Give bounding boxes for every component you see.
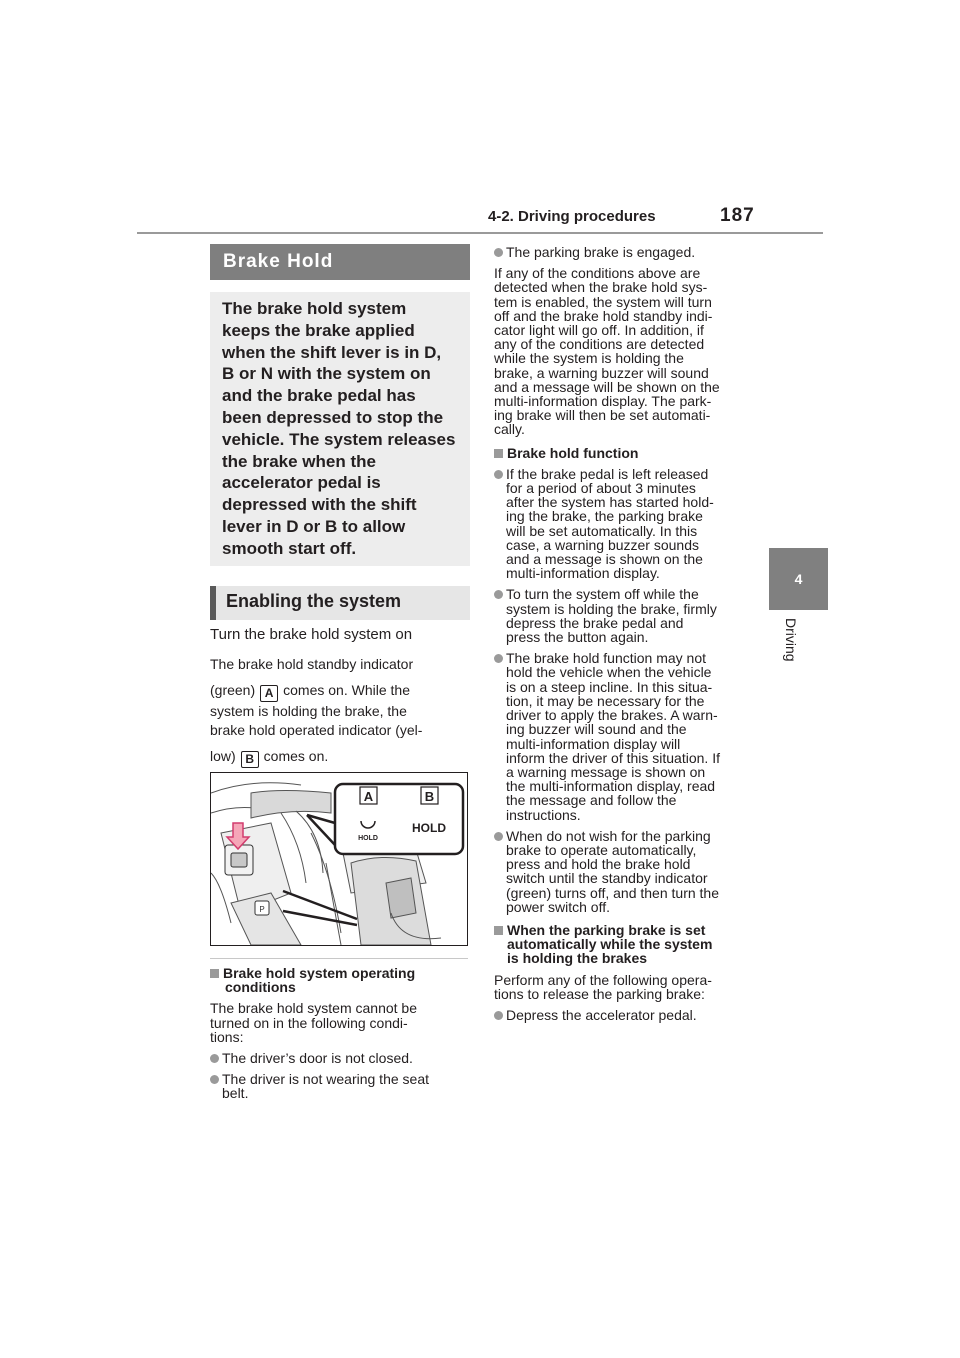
svg-text:P: P: [259, 905, 265, 914]
operating-conditions: [210, 966, 472, 1101]
callout-label-a: A: [363, 789, 374, 804]
text-line: multi-information display. The park-: [494, 393, 712, 410]
list-item: [494, 467, 759, 581]
chapter-tab[interactable]: [769, 548, 828, 610]
heading-text: is holding the brakes: [507, 950, 648, 967]
text-line: detected when the brake hold sys-: [494, 279, 708, 296]
brake-hold-summary: The brake hold system keeps the brake applied when the shift lever is in D, B or N with the system on and the brake pedal has been depressed to stop the vehicle. The system releases the brake when the accelerator pedal is depressed with the shift lever in D or B to allow smooth start off.: [210, 292, 470, 566]
callout-badge-a: A: [260, 685, 278, 702]
text-line: off and the brake hold standby indi-: [494, 307, 713, 324]
heading-text: When the parking brake is set: [507, 921, 706, 938]
text-line: When do not wish for the parking: [506, 827, 711, 844]
text-line: instructions.: [506, 806, 581, 823]
chapter-tab-label-text: Driving: [783, 618, 799, 662]
desc-text: comes on.: [263, 747, 329, 764]
text-line: belt.: [222, 1085, 249, 1102]
text-line: brake to operate automatically,: [506, 841, 697, 858]
heading-text: Brake hold system operating: [223, 965, 416, 981]
text-line: switch until the standby indicator: [506, 870, 708, 887]
dashboard-illustration: [211, 773, 467, 945]
text-line: The driver’s door is not closed.: [222, 1050, 413, 1067]
text-line: press the button again.: [506, 629, 649, 646]
text-line: hold the vehicle when the vehicle: [506, 664, 712, 681]
heading-text: automatically while the system: [507, 936, 713, 953]
enable-instruction: Turn the brake hold system on: [210, 626, 413, 643]
enabling-system-heading: Enabling the system: [210, 586, 470, 620]
text-line: driver to apply the brakes. A warn-: [506, 707, 718, 724]
text-line: the message and follow the: [506, 792, 677, 809]
text-line: case, a warning buzzer sounds: [506, 536, 699, 553]
header-rule: [137, 232, 823, 234]
list-item: [494, 829, 759, 914]
text-line: is on a steep incline. In this situa-: [506, 678, 713, 695]
text-line: will be set automatically. In this: [506, 522, 698, 539]
text-line: cator light will go off. In addition, if: [494, 322, 704, 339]
text-line: tion, it may be necessary for the: [506, 692, 705, 709]
desc-text: low): [210, 747, 236, 764]
brake-hold-title: Brake Hold: [210, 244, 470, 280]
text-line: If any of the conditions above are: [494, 265, 701, 282]
text-line: ing brake will then be set automati-: [494, 407, 711, 424]
text-line: To turn the system off while the: [506, 586, 699, 603]
text-line: while the system is holding the: [494, 350, 684, 367]
desc-text: comes on. While the: [283, 681, 410, 698]
text-line: The brake hold function may not: [506, 650, 707, 667]
text-line: tions:: [210, 1028, 244, 1045]
desc-line: [210, 681, 470, 702]
text-line: The brake hold system cannot be: [210, 1000, 418, 1017]
text-line: multi-information display will: [506, 735, 681, 752]
square-bullet-icon: [494, 926, 503, 935]
heading-text: conditions: [225, 979, 296, 996]
list-item: [494, 245, 759, 259]
text-line: tem is enabled, the system will turn: [494, 293, 712, 310]
brake-hold-function-heading: [494, 446, 759, 460]
list-item: [210, 1072, 472, 1100]
text-line: brake, a warning buzzer will sound: [494, 364, 709, 381]
bullet-icon: [210, 1054, 219, 1063]
brake-hold-illustration: [210, 772, 468, 946]
bullet-icon: [494, 832, 503, 841]
text-line: power switch off.: [506, 898, 611, 915]
indicator-callout: [335, 784, 463, 854]
desc-line: The brake hold standby indicator: [210, 656, 414, 672]
operating-conditions-heading: [210, 966, 472, 994]
bullet-icon: [494, 654, 503, 663]
text-line: (green) turns off, and then turn the: [506, 884, 719, 901]
bullet-icon: [494, 590, 503, 599]
conditions-intro: [210, 1001, 472, 1044]
divider: [210, 958, 468, 959]
page-number: 187: [720, 205, 755, 226]
desc-line: [210, 747, 470, 768]
indicator-description: [210, 655, 470, 768]
text-line: Depress the accelerator pedal.: [506, 1006, 697, 1023]
text-line: a warning message is shown on: [506, 763, 706, 780]
section-title: 4-2. Driving procedures: [488, 208, 656, 225]
right-column: [494, 245, 759, 1022]
text-line: any of the conditions are detected: [494, 336, 705, 353]
callout-badge-b: B: [241, 751, 259, 768]
text-line: The parking brake is engaged.: [506, 244, 696, 260]
text-line: press and hold the brake hold: [506, 856, 691, 873]
text-line: inform the driver of this situation. If: [506, 749, 720, 766]
bullet-icon: [494, 470, 503, 479]
bullet-icon: [494, 248, 503, 257]
chapter-tab-label: [771, 618, 826, 698]
text-line: Perform any of the following opera-: [494, 971, 712, 988]
parking-brake-heading: [494, 923, 759, 966]
list-item: [494, 1008, 759, 1022]
desc-line: system is holding the brake, the: [210, 702, 407, 719]
desc-text: (green): [210, 681, 256, 698]
bullet-icon: [210, 1075, 219, 1084]
text-line: tions to release the parking brake:: [494, 985, 705, 1002]
text-line: cally.: [494, 421, 525, 438]
square-bullet-icon: [210, 969, 219, 978]
text-line: depress the brake pedal and: [506, 614, 684, 631]
text-line: ing the brake, the parking brake: [506, 508, 703, 525]
desc-line: brake hold operated indicator (yel-: [210, 722, 423, 738]
text-line: multi-information display.: [506, 565, 660, 582]
callout-label-b: B: [424, 789, 435, 804]
list-item: [494, 651, 759, 821]
text-line: ing buzzer will sound and the: [506, 721, 687, 738]
heading-text: Brake hold function: [507, 444, 639, 461]
chapter-tab-number: 4: [794, 571, 803, 587]
bullet-icon: [494, 1011, 503, 1020]
list-item: [494, 587, 759, 644]
hold-standby-label: HOLD: [358, 835, 378, 842]
text-line: and a message will be shown on the: [494, 378, 720, 395]
text-line: after the system has started hold-: [506, 494, 714, 511]
text-line: If the brake pedal is left released: [506, 465, 709, 482]
text-line: turned on in the following condi-: [210, 1014, 408, 1031]
condition-paragraph: [494, 266, 759, 436]
text-line: for a period of about 3 minutes: [506, 480, 696, 497]
text-line: and a message is shown on the: [506, 551, 703, 568]
text-line: The driver is not wearing the seat: [222, 1071, 429, 1088]
hold-operated-label: HOLD: [412, 821, 446, 835]
list-item: [210, 1051, 472, 1065]
text-line: system is holding the brake, firmly: [506, 600, 717, 617]
release-paragraph: [494, 973, 759, 1001]
text-line: the multi-information display, read: [506, 778, 716, 795]
square-bullet-icon: [494, 449, 503, 458]
